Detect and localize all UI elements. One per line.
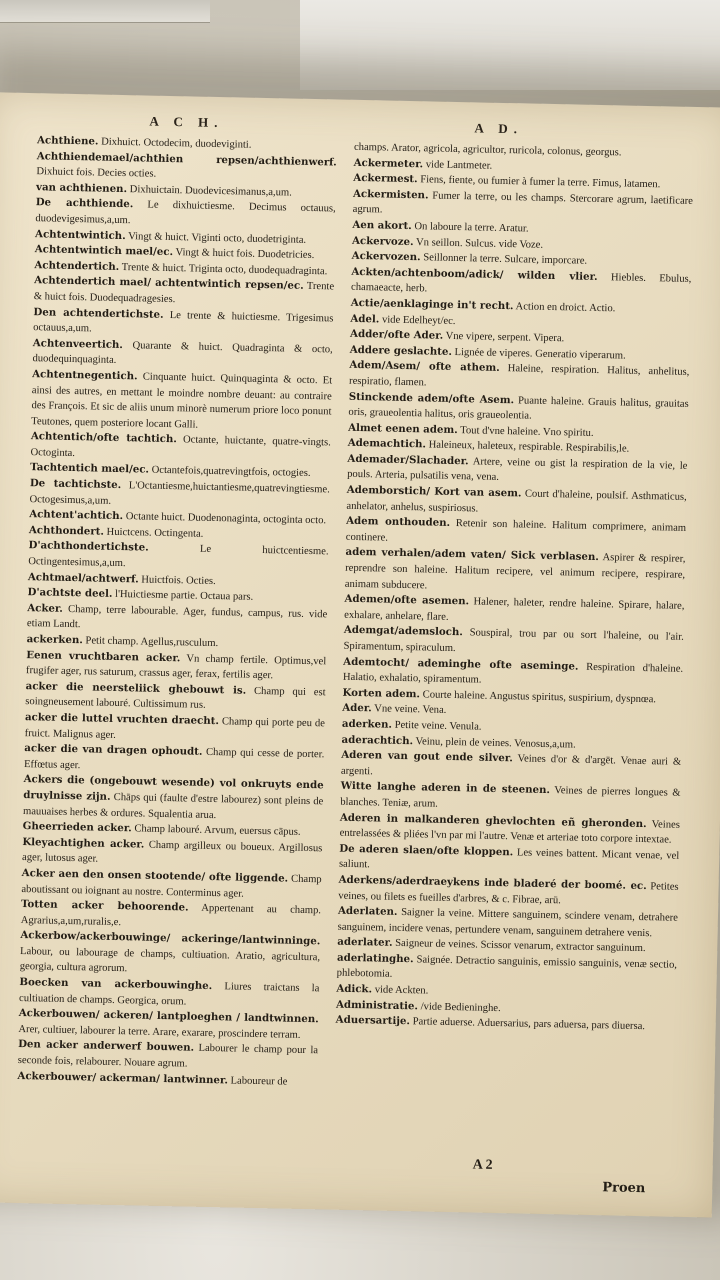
left-column [17,133,337,1090]
entry-definition: /vide Bedieninghe. [420,1001,501,1014]
entry-definition: Liures traictans la cultiuation de champs. Georgica, orum. [18,981,320,1008]
entry-headword: De tachtichste. [29,477,122,492]
entry-headword: Adder/ofte Ader. [349,327,444,342]
entry-definition: L'Octantiesme,huictantiesme,quatrevingtiesme. Octogesimus,a,um. [29,480,330,507]
entry-definition: l'Huictiesme partie. Octaua pars. [114,589,254,604]
entry-definition: Vn seillon. Sulcus. vide Voze. [415,236,544,251]
entry-headword: Ackervoze. [351,234,414,248]
entry-headword: Ackerbouwer/ ackerman/ lantwinner. [17,1069,229,1087]
entry-headword: Aderkens/aderdraeykens inde bladeré der boomé. ec. [338,873,647,893]
running-head-left: A C H. [149,113,224,131]
entry-definition: Dixhuict. Octodecim, duodeviginti. [101,136,252,151]
catchword: Proen [602,1180,646,1197]
entry-headword: Boecken van ackerbouwinghe. [19,976,213,993]
entry-headword: acker die luttel vruchten draecht. [24,711,220,728]
entry-headword: Ademen/ofte asemen. [344,592,470,608]
entry-headword: Addere geslachte. [349,343,453,358]
entry-definition: Huictcens. Octingenta. [106,526,204,540]
entry-headword: Actie/aenklaginge in't recht. [350,296,514,313]
entry-headword: Ademachtich. [347,437,427,451]
entry-definition: Retenir son haleine. Halitum comprimere, animam continere. [345,518,687,544]
entry-headword: De achthiende. [35,196,134,211]
entry-headword: De aderen slaen/ofte kloppen. [339,842,514,859]
entry-headword: Aderen in malkanderen ghevlochten eñ gheronden. [339,811,647,830]
entry-definition: Tout d'vne haleine. Vno spiritu. [460,424,594,439]
entry-definition: champs. Arator, agricola, agricultor, ruricola, colonus, georgus. [353,141,622,159]
entry-definition: Hiebles. Ebulus, chamaeacte, herb. [350,271,692,295]
entry-headword: Achthiendemael/achthien repsen/achthienwerf. [36,149,337,169]
entry-definition: Dixhuictain. Duodevicesimanus,a,um. [129,183,292,199]
entry-definition: Vne vipere, serpent. Vipera. [445,330,565,345]
signature-mark: A 2 [472,1157,493,1173]
entry-definition: Champ argilleux ou boueux. Argillosus ager, lutosus ager. [21,839,323,865]
entry-headword: Achthiene. [36,134,99,148]
entry-definition: Veines de pierres longues & blanches. Teniæ, arum. [340,785,681,810]
entry-headword: Adem onthouden. [346,515,451,530]
entry-headword: Achtenveertich. [32,336,124,351]
entry-definition: Champ aboutissant ou ioignant au nostre. Conterminus ager. [21,873,322,900]
entry-definition: Seillonner la terre. Sulcare, imporcare. [423,252,588,267]
entry-headword: Achtendertich mael/ achtentwintich repsen/ec. [34,274,304,293]
entry-headword: Adick. [336,982,373,996]
entry-definition: Le trente & huictiesme. Trigesimus octauus,a,um. [33,309,334,335]
entry-headword: Achtent'achtich. [29,508,124,523]
entry-headword: Achtentwintich. [35,227,126,242]
entry-definition: Court d'haleine, poulsif. Asthmaticus, anhelator, anhelus, suspiriosus. [346,488,687,515]
entry-headword: D'achtste deel. [27,586,113,601]
entry-headword: Ademtocht/ ademinghe ofte aseminge. [343,655,579,673]
entry-headword: Almet eenen adem. [348,421,458,436]
entry-headword: Totten acker behoorende. [20,898,189,914]
entry-headword: Aduersartije. [335,1013,411,1028]
entry-definition: On laboure la terre. Aratur. [414,221,529,235]
dictionary-entry [345,545,686,599]
entry-definition: Petite veine. Venula. [394,719,482,733]
entry-headword: Tachtentich mael/ec. [30,461,150,477]
right-column [336,140,695,1036]
entry-definition: Fumer la terre, ou les champs. Stercorare agrum, laetificare agrum. [352,190,694,216]
entry-headword: Ackermisten. [352,187,429,202]
entry-definition: Courte haleine. Angustus spiritus, suspirium, dyspnœa. [422,689,657,706]
entry-definition: Octante, huictante, quatre-vingts. Octoginta. [30,434,331,459]
entry-headword: Kleyachtighen acker. [22,835,145,851]
entry-definition: vide Ackten. [374,984,429,997]
entry-headword: Den achtendertichste. [33,305,164,321]
entry-definition: Champ qui porte peu de fruict. Malignus ager. [24,716,326,741]
entry-definition: Saigner la veine. Mittere sanguinem, scindere venam, detrahere sanguinem, incidere venas, pertundere venam, sanguinem detrahere venis. [337,907,679,939]
entry-headword: adem verhalen/adem vaten/ Sick verblasen. [345,546,600,564]
entry-headword: Acker. [27,601,64,615]
entry-headword: Den acker anderwerf bouwen. [18,1038,195,1055]
entry-definition: Champ, terre labourable. Ager, fundus, campus, rus. vide etiam Landt. [26,603,328,631]
entry-definition: Champ labouré. Arvum, euersus cāpus. [134,823,301,838]
entry-headword: Aderlaten. [337,904,398,919]
entry-definition: Haleineux, haleteux, respirable. Respirabilis,le. [428,439,630,455]
entry-headword: Aderen van gout ende silver. [341,748,513,765]
entry-definition: Trente & huict. Triginta octo, duodequadraginta. [121,261,328,278]
entry-headword: Adel. [350,312,380,325]
entry-definition: Fiens, fiente, ou fumier à fumer la terre. Fimus, latamen. [420,174,661,191]
entry-definition: Puante haleine. Grauis halitus, grauitas oris, graueolentia halitus, oris graueolentia. [348,394,689,422]
entry-headword: Adem/Asem/ ofte athem. [349,359,500,375]
entry-headword: Achtentwintich mael/ec. [34,243,174,259]
entry-definition: Les veines battent. Micant venae, vel saliunt. [338,847,680,871]
entry-headword: Ackten/achtenboom/adick/ wilden vlier. [351,265,598,283]
entry-definition: Saigneur de veines. Scissor venarum, extractor sanguinum. [395,938,646,955]
entry-definition: Appertenant au champ. Agrarius,a,um,ruralis,e. [20,902,322,928]
entry-headword: acker die neersteliick ghebouwt is. [25,679,247,697]
running-head-right: A D. [474,120,524,137]
entry-definition: vide Lantmeter. [425,158,493,172]
entry-headword: Ademgat/ademsloch. [343,624,463,639]
entry-definition: Artere, veine ou gist la respiration de la vie, le pouls. Arteria, pulsatilis vena, vena. [347,456,688,484]
entry-definition: Labour, ou labourage de champs, cultiuation. Aratio, agricultura, georgia, cultura agrorum. [19,945,321,975]
entry-definition: Arer, cultiuer, labourer la terre. Arare, exarare, proscindere terram. [18,1023,301,1041]
entry-definition: Action en droict. Actio. [515,301,616,315]
entry-definition: Veinu, plein de veines. Venosus,a,um. [415,735,576,751]
entry-definition: Petit champ. Agellus,rusculum. [85,635,219,650]
entry-definition: Respiration d'haleine. Halatio, exhalatio, spiramentum. [342,661,684,686]
entry-headword: Aen akort. [352,218,412,233]
entry-headword: aderachtich. [341,733,414,747]
dictionary-entry [20,928,321,981]
entry-definition: Veines d'or & d'argēt. Venae auri & argenti. [340,753,682,778]
entry-headword: Achtmael/achtwerf. [27,570,139,586]
entry-definition: Labourer le champ pour la seconde fois, relabourer. Nouare agrum. [17,1043,319,1070]
entry-definition: Partie aduerse. Aduersarius, pars aduersa, pars diuersa. [412,1016,646,1033]
dictionary-entry [31,367,332,436]
entry-headword: Ader. [342,702,372,715]
entry-headword: Gheerrieden acker. [22,820,132,835]
entry-headword: Achthondert. [28,523,105,538]
entry-headword: Ademader/Slachader. [347,452,469,468]
entry-definition: Octante huict. Duodenonaginta, octoginta octo. [125,511,327,527]
entry-definition: Lignée de viperes. Generatio viperarum. [454,346,626,362]
entry-headword: Eenen vruchtbaren acker. [26,648,181,664]
entry-definition: Quarante & huict. Quadraginta & octo, duodequinquaginta. [32,339,333,367]
entry-definition: Souspiral, trou par ou sort l'haleine, ou l'air. Spiramentum, spiraculum. [343,627,684,655]
entry-definition: Huictfois. Octies. [141,574,216,587]
entry-headword: Ackerbouwen/ ackeren/ lantploeghen / landtwinnen. [18,1007,319,1026]
entry-headword: Ackers die (ongebouwt wesende) vol onkruyts ende druylnisse zijn. [23,773,324,803]
entry-definition: Chāps qui (faulte d'estre labourez) sont pleins de mauuaises herbes & ordures. Squalentia arua. [22,791,324,821]
entry-definition: Vingt & huict. Viginti octo, duodetriginta. [128,230,307,246]
entry-headword: Witte langhe aderen in de steenen. [340,780,551,797]
entry-headword: van achthienen. [35,180,128,195]
entry-definition: Trente & huict fois. Duodequadragesies. [33,281,335,306]
entry-definition: Vne veine. Vena. [374,703,447,717]
entry-headword: Achtentich/ofte tachtich. [30,430,178,446]
entry-headword: Ackermest. [353,172,418,186]
book-edge-top [0,0,210,23]
entry-definition: Le huictcentiesme. Octingentesimus,a,um. [28,544,329,570]
entry-definition: Halener, haleter, rendre haleine. Spirare, halare, exhalare, anhelare, flare. [344,596,685,623]
entry-definition: Vingt & huict fois. Duodetricies. [175,247,315,262]
entry-headword: Ackermeter. [353,156,424,170]
entry-headword: aderken. [341,717,393,731]
entry-definition: Champ qui cesse de porter. Effœtus ager. [23,747,325,771]
entry-definition: Aspirer & respirer, reprendre son haleine. Halitum recipere, vel animum recipere, respirare, animam subducere. [344,552,686,592]
dictionary-page [0,92,720,1217]
entry-definition: Vn champ fertile. Optimus,vel frugifer ager, rus saturum, crassus ager, ferax, fertilis ager. [25,653,327,682]
entry-definition: Laboureur de [230,1075,288,1088]
entry-definition: Cinquante huict. Quinquaginta & octo. Et ainsi des autres, en mettant le moindre nombre deuant: au contraire des François. Et sic de aliis unum minorè numerum priore loco ponunt Teutones, quem posteriore locant Galli. [31,371,333,431]
entry-headword: Stinckende adem/ofte Asem. [348,390,515,406]
entry-headword: ackerken. [26,633,83,647]
entry-definition: Petites veines, ou filets es fueilles d'arbres, & c. Fibrae, arū. [338,881,679,906]
entry-headword: Acker aen den onsen stootende/ ofte liggende. [21,866,289,885]
entry-definition: Le dixhuictiesme. Decimus octauus, duodevigesimus,a,um. [35,199,336,227]
entry-headword: Korten adem. [342,686,421,701]
entry-headword: Ackervozen. [351,249,421,264]
entry-definition: vide Edelheyt/ec. [381,313,456,327]
entry-headword: Ademborstich/ Kort van asem. [346,483,522,500]
entry-definition: Saignée. Detractio sanguinis, emissio sanguinis, venæ sectio, phlebotomia. [336,954,678,981]
entry-headword: aderlater. [337,935,393,950]
entry-definition: Haleine, respiration. Halitus, anhelitus, respiratio, flamen. [348,363,690,389]
dictionary-entry [23,772,324,825]
entry-headword: acker die van dragen ophoudt. [24,742,203,758]
entry-headword: D'achthondertichste. [28,539,149,555]
entry-definition: Veines entrelassées & pliées l'vn par mi l'autre. Venæ et arteriae toto corpore intextae. [339,818,681,846]
entry-headword: Achtentnegentich. [32,368,138,383]
entry-headword: Administratie. [335,998,419,1013]
entry-definition: Octantefois,quatrevingtfois, octogies. [151,465,311,480]
entry-headword: aderlatinghe. [336,951,414,966]
entry-headword: Achtendertich. [34,258,120,273]
entry-definition: Dixhuict fois. Decies octies. [36,166,157,180]
entry-headword: Ackerbow/ackerbouwinge/ ackeringe/lantwinninge. [20,929,321,948]
entry-definition: Champ qui est soingneusement labouré. Cultissimum rus. [25,685,326,712]
